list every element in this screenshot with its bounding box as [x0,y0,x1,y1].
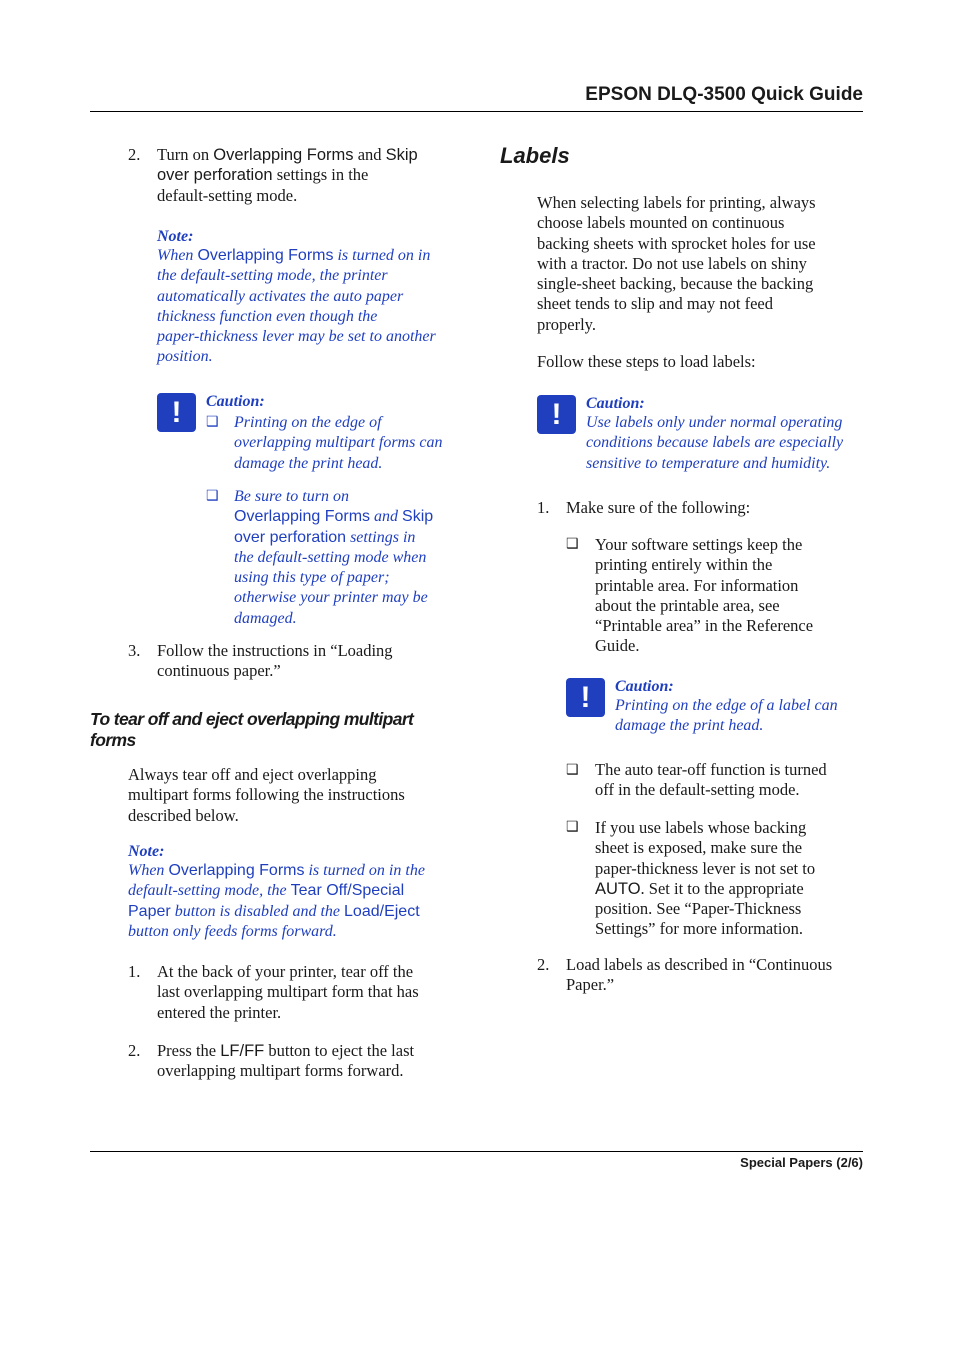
step-number: 1. [537,498,550,517]
checkbox-bullet-icon: ❑ [206,489,219,504]
checkbox-bullet-icon: ❑ [206,415,219,430]
step-3-text: Follow the instructions in “Loading continuous paper.” [157,641,393,681]
note-title: Note: [128,843,165,860]
labels-step-2-text: Load labels as described in “Continuous Paper.” [566,955,833,995]
exclamation-icon: ! [566,678,605,717]
caution-title: Caution: [615,678,674,695]
note-block-2: Note: When Overlapping Forms is turned on in the default-setting mode, the Tear Off/Special Paper button is disabled and the Load/Eject button only feeds forms forward. [128,843,463,942]
page-footer: Special Papers (2/6) [740,1155,863,1170]
checkbox-bullet-icon: ❑ [566,820,579,835]
intro-paragraph: Always tear off and eject overlapping multipart forms following the instructions described below. [128,765,405,825]
bullet-backing-sheet: If you use labels whose backing sheet is exposed, make sure the paper-thickness lever is not set to AUTO. Set it to the appropriate position. See “Paper-Thickness Settings” for more information. [595,818,816,939]
tear-step-1-text: At the back of your printer, tear off the last overlapping multipart form that has entered the printer. [157,962,419,1022]
caution-block-2: Caution: Use labels only under normal operating conditions because labels are especially sensitive to temperature and humidity. [586,395,861,474]
labels-intro-paragraph: When selecting labels for printing, always choose labels mounted on continuous backing sheets with sprocket holes for use with a tractor. Do not use labels on shiny single-sheet backing, because the backing sheet tends to slip and may not feed properly. [537,193,816,334]
note-title: Note: [157,228,194,245]
section-heading-labels: Labels [500,143,570,168]
subsection-heading: To tear off and eject overlapping multipart forms [90,709,414,750]
caution-title: Caution: [586,395,645,412]
step-number: 2. [537,955,550,974]
follow-steps-text: Follow these steps to load labels: [537,352,756,371]
step-number: 1. [128,962,141,981]
exclamation-icon: ! [537,395,576,434]
step-number: 3. [128,641,141,660]
caution-title: Caution: [206,393,265,410]
tear-step-2-text: Press the LF/FF button to eject the last overlapping multipart forms forward. [157,1041,415,1081]
page-header-title: EPSON DLQ-3500 Quick Guide [585,84,863,105]
labels-step-1-text: Make sure of the following: [566,498,751,517]
exclamation-icon: ! [157,393,196,432]
note-block-1: Note: When Overlapping Forms is turned on in the default-setting mode, the printer automatically activates the auto paper thickness function even though the paper-thickness lever may be set to another position. [157,228,457,368]
step-2-text: Turn on Overlapping Forms and Skip over perforation settings in the default-setting mode. [157,145,418,205]
caution-block-3: Caution: Printing on the edge of a label can damage the print head. [615,678,863,737]
step-number: 2. [128,1041,141,1060]
header-divider [90,111,863,112]
footer-divider [90,1151,863,1152]
caution-bullet-2: Be sure to turn on Overlapping Forms and Skip over perforation settings in the default-setting mode when using this type of paper; otherwise your printer may be damaged. [234,488,434,627]
checkbox-bullet-icon: ❑ [566,763,579,778]
caution-bullet-1: Printing on the edge of overlapping multipart forms can damage the print head. [234,414,443,472]
bullet-software-settings: Your software settings keep the printing entirely within the printable area. For information about the printable area, see “Printable area” in the Reference Guide. [595,535,814,656]
checkbox-bullet-icon: ❑ [566,537,579,552]
bullet-auto-tear-off: The auto tear-off function is turned off in the default-setting mode. [595,760,827,800]
step-number: 2. [128,145,141,164]
